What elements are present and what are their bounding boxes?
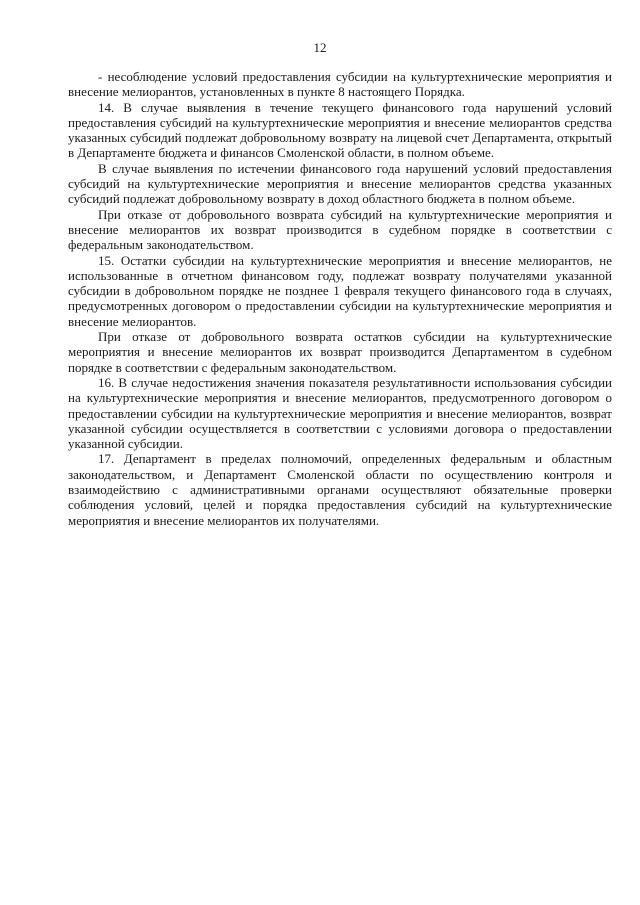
paragraph-17: 17. Департамент в пределах полномочий, определенных федеральным и областным законодательством, и Департамент Смоленской области по осуществлению контроля и взаимодействию с административными органами осуществляют обязательные проверки соблюдения условий, целей и порядка предоставления субсидий на культуртехнические мероприятия и внесение мелиорантов их получателями.	[68, 451, 612, 528]
paragraph-14-refusal: При отказе от добровольного возврата субсидий на культуртехнические мероприятия и внесение мелиорантов их возврат производится в судебном порядке в соответствии с федеральным законодательством.	[68, 206, 612, 253]
page-number: 12	[313, 40, 327, 55]
paragraph-15-refusal: При отказе от добровольного возврата остатков субсидии на культуртехнические мероприятия и внесение мелиорантов их возврат производится Департаментом в судебном порядке в соответствии с федеральным законодательством.	[68, 329, 612, 375]
paragraph-violation-item: - несоблюдение условий предоставления субсидии на культуртехнические мероприятия и внесение мелиорантов, установленных в пункте 8 настоящего Порядка.	[68, 69, 612, 100]
document-body	[68, 69, 612, 528]
paragraph-15: 15. Остатки субсидии на культуртехнические мероприятия и внесение мелиорантов, не использованные в отчетном финансовом году, подлежат возврату получателями указанной субсидии в добровольном порядке не позднее 1 февраля текущего финансового года в случаях, предусмотренных договором о предоставлении субсидии на культуртехнические мероприятия и внесение мелиорантов.	[68, 252, 612, 329]
paragraph-16: 16. В случае недостижения значения показателя результативности использования субсидии на культуртехнические мероприятия и внесение мелиорантов, предусмотренного договором о предоставлении субсидии на культуртехнические мероприятия и внесение мелиорантов, возврат указанной субсидии осуществляется в соответствии с условиями договора о предоставлении указанной субсидии.	[68, 374, 612, 452]
paragraph-14-after-year: В случае выявления по истечении финансового года нарушений условий предоставления субсидий на культуртехнические мероприятия и внесение мелиорантов средства указанных субсидий подлежат добровольному возврату в доход областного бюджета в полном объеме.	[68, 160, 612, 207]
paragraph-14: 14. В случае выявления в течение текущего финансового года нарушений условий предоставления субсидий на культуртехнические мероприятия и внесение мелиорантов средства указанных субсидий подлежат добровольному возврату на лицевой счет Департамента, открытый в Департаменте бюджета и финансов Смоленской области, в полном объеме.	[68, 99, 612, 161]
